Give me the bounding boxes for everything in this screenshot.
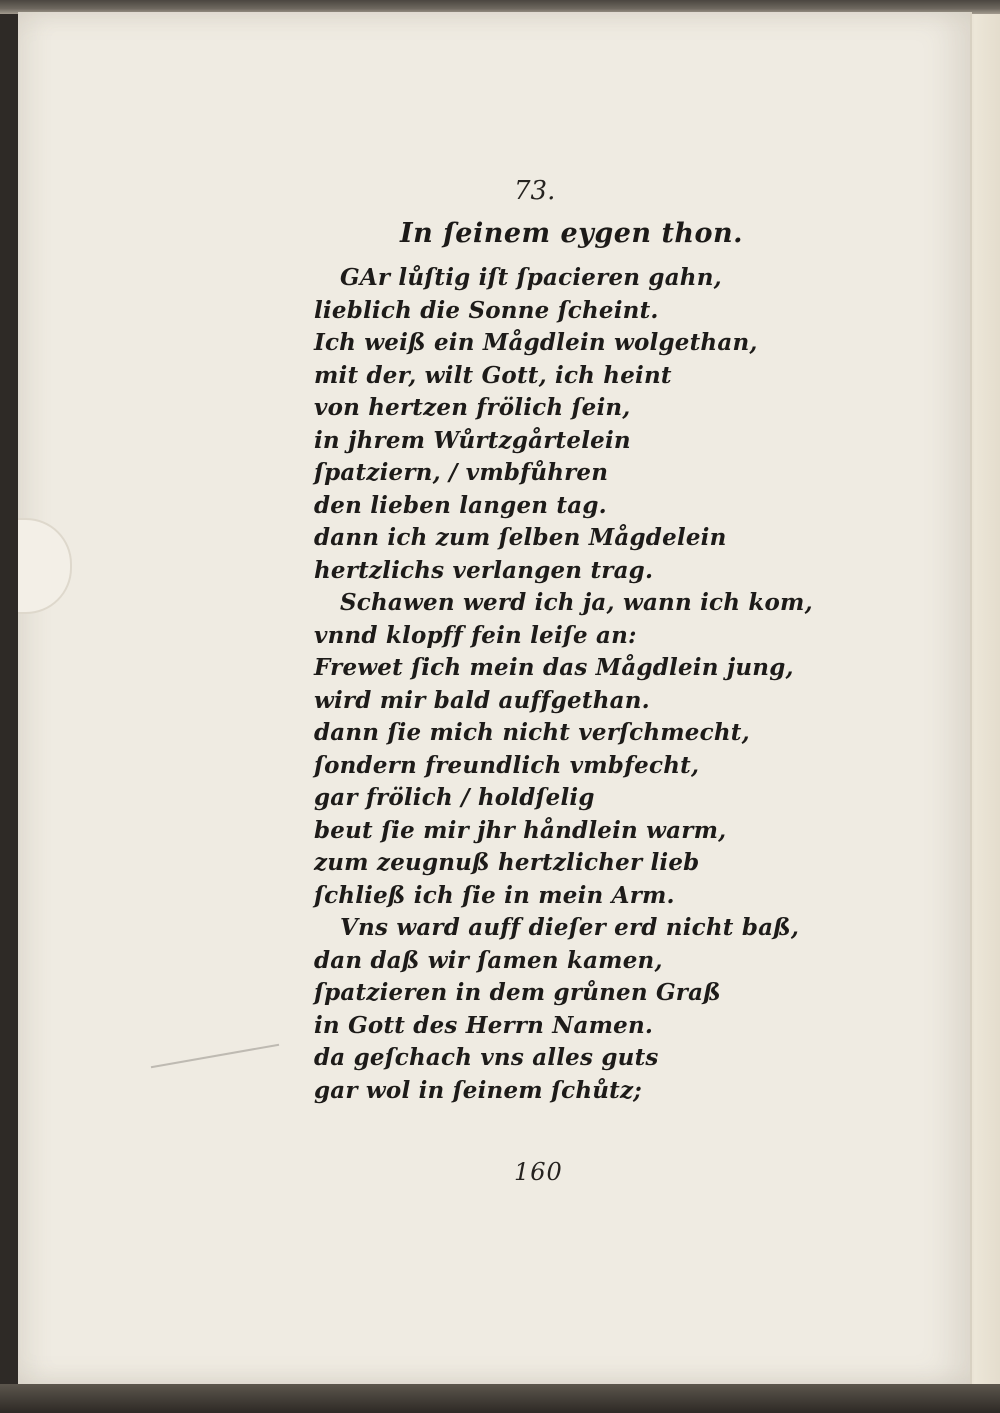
verse-line: Frewet ſich mein das Mågdlein jung,: [314, 654, 794, 681]
verse-line: Vns ward auff dieſer erd nicht baß,: [340, 914, 800, 941]
verse-line: beut ſie mir jhr håndlein warm,: [314, 816, 727, 844]
verse-line: ſondern freundlich vmbfecht,: [314, 751, 700, 779]
verse-line: Schawen werd ich ja, wann ich kom,: [340, 589, 813, 616]
verse-line: gar wol in ſeinem ſchůtz;: [314, 1076, 642, 1104]
verse-line: ſchließ ich ſie in mein Arm.: [314, 881, 675, 909]
verse-line: hertzlichs verlangen trag.: [314, 556, 654, 584]
verse-line: wird mir bald auffgethan.: [314, 686, 650, 714]
bottom-book-edge: [0, 1384, 1000, 1413]
verse-line: vnnd klopff fein leiſe an:: [314, 621, 637, 649]
song-title: In ſeinem eygen thon.: [400, 218, 744, 249]
page-tab: [18, 518, 72, 614]
song-number: 73.: [514, 176, 556, 206]
verse-line: GAr lůſtig iſt ſpacieren gahn,: [340, 264, 722, 291]
verse-line: in jhrem Wůrtzgårtelein: [314, 426, 631, 454]
verse-line: ſpatzieren in dem grůnen Graß: [314, 979, 721, 1006]
verse-line: zum zeugnuß hertzlicher lieb: [314, 849, 700, 876]
verse-line: dan daß wir ſamen kamen,: [314, 946, 663, 974]
verse-line: dann ich zum ſelben Mågdelein: [314, 524, 727, 551]
verse-line: gar frölich / holdſelig: [314, 784, 595, 811]
verse-line: Ich weiß ein Mågdlein wolgethan,: [314, 329, 758, 356]
page-number: 160: [514, 1158, 563, 1186]
verse-line: den lieben langen tag.: [314, 491, 607, 519]
verse-line: lieblich die Sonne ſcheint.: [314, 296, 659, 324]
verse-text: [314, 262, 813, 1107]
verse-line: in Gott des Herrn Namen.: [314, 1011, 654, 1039]
verse-line: von hertzen frölich ſein,: [314, 394, 631, 421]
verse-line: dann ſie mich nicht verſchmecht,: [314, 719, 750, 746]
verse-line: ſpatziern, / vmbfůhren: [314, 459, 609, 486]
verse-line: da geſchach vns alles guts: [314, 1044, 659, 1071]
verse-line: mit der, wilt Gott, ich heint: [314, 361, 672, 389]
